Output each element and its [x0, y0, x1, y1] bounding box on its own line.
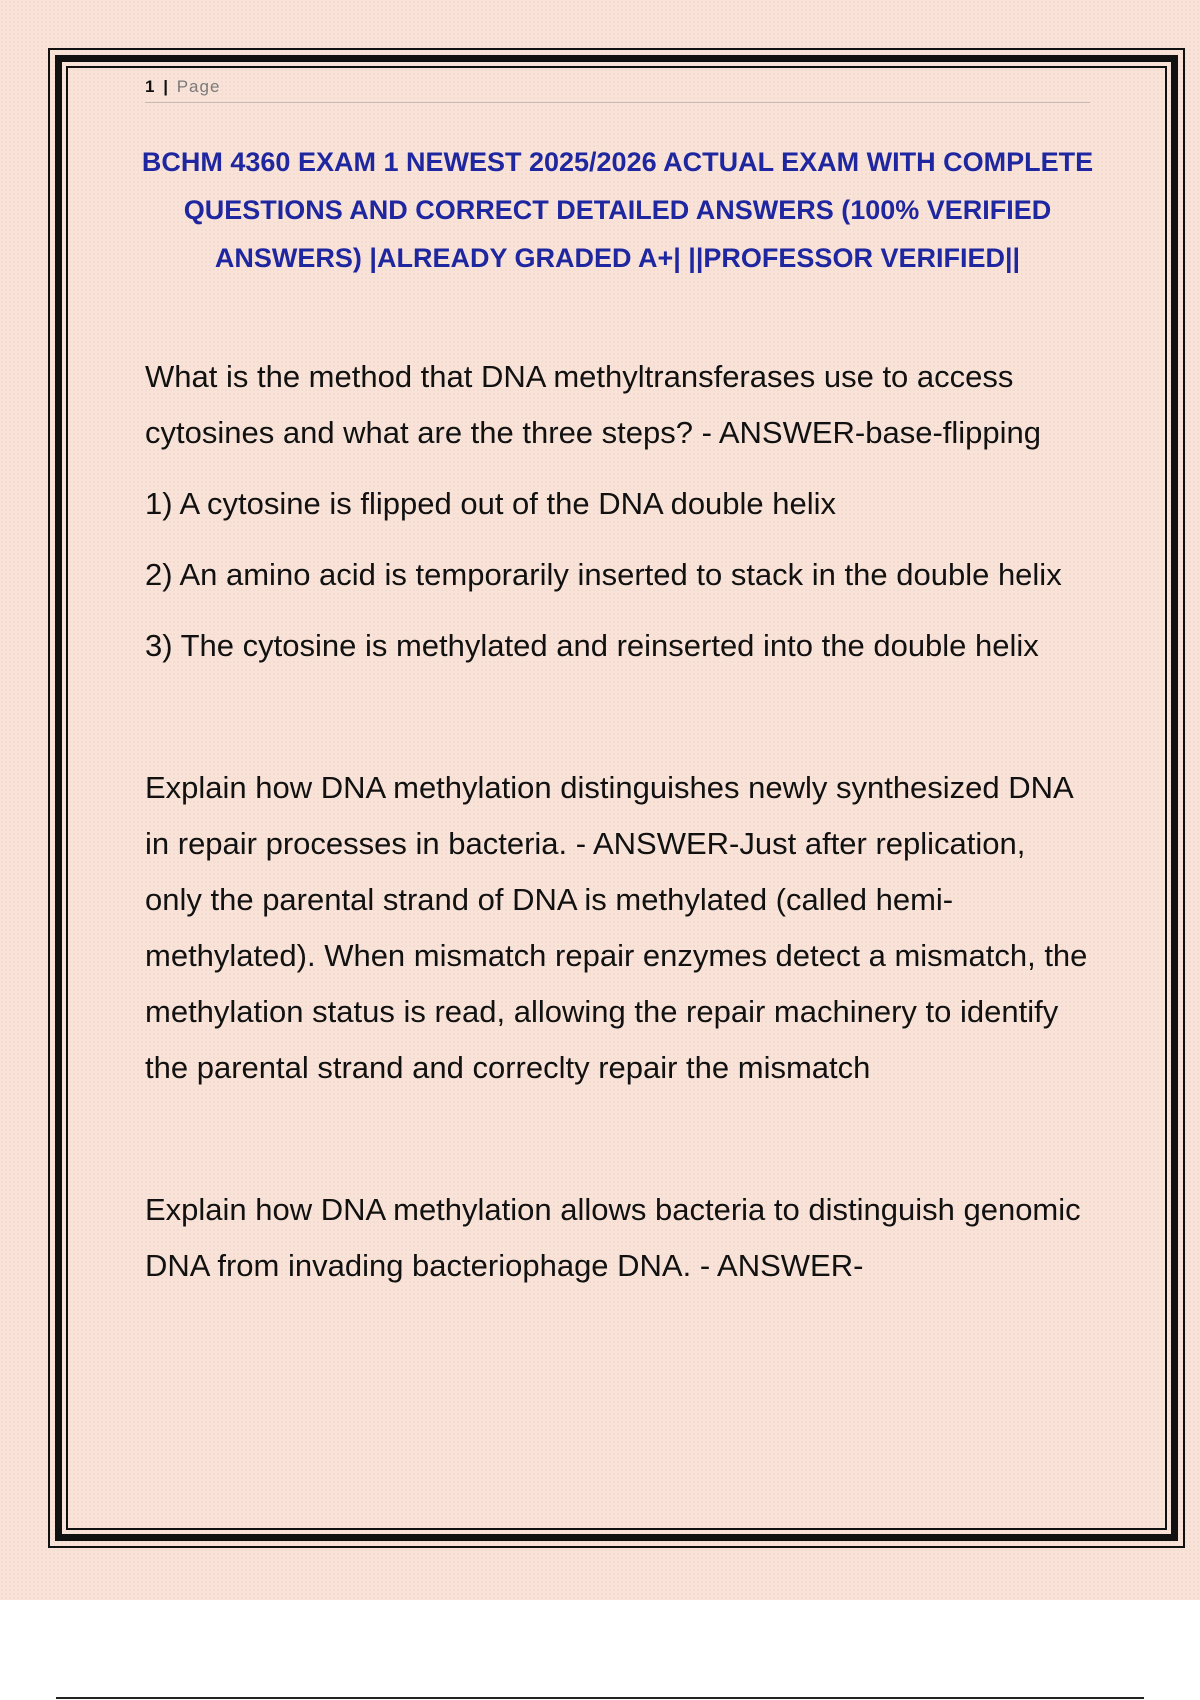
question-2: Explain how DNA methylation distinguishes newly synthesized DNA in repair processes in bacteria. - ANSWER-Just after replication, only the parental strand of DNA is methylated (called hemi-methylated). When mismatch repair enzymes detect a mismatch, the methylation status is read, allowing the repair machinery to identify the parental strand and correclty repair the mismatch [145, 770, 1088, 1085]
question-1-step-2: 2) An amino acid is temporarily inserted to stack in the double helix [145, 557, 1062, 592]
question-1: What is the method that DNA methyltransferases use to access cytosines and what are the three steps? - ANSWER-base-flipping [145, 359, 1042, 450]
question-1-step-1: 1) A cytosine is flipped out of the DNA double helix [145, 486, 837, 521]
document-body [145, 349, 1090, 1294]
question-3: Explain how DNA methylation allows bacteria to distinguish genomic DNA from invading bacteriophage DNA. - ANSWER- [145, 1192, 1081, 1283]
question-1-step-3: 3) The cytosine is methylated and reinserted into the double helix [145, 628, 1039, 663]
page-header [145, 74, 1090, 103]
footer-divider [56, 1697, 1144, 1699]
document-title: BCHM 4360 EXAM 1 NEWEST 2025/2026 ACTUAL EXAM WITH COMPLETE QUESTIONS AND CORRECT DETAILED ANSWERS (100% VERIFIED ANSWERS) |ALREADY GRADED A+| ||PROFESSOR VERIFIED|| [141, 147, 1094, 273]
page-number: 1 [145, 77, 156, 96]
page-label: Page [176, 77, 221, 96]
page-separator: | [163, 77, 169, 96]
